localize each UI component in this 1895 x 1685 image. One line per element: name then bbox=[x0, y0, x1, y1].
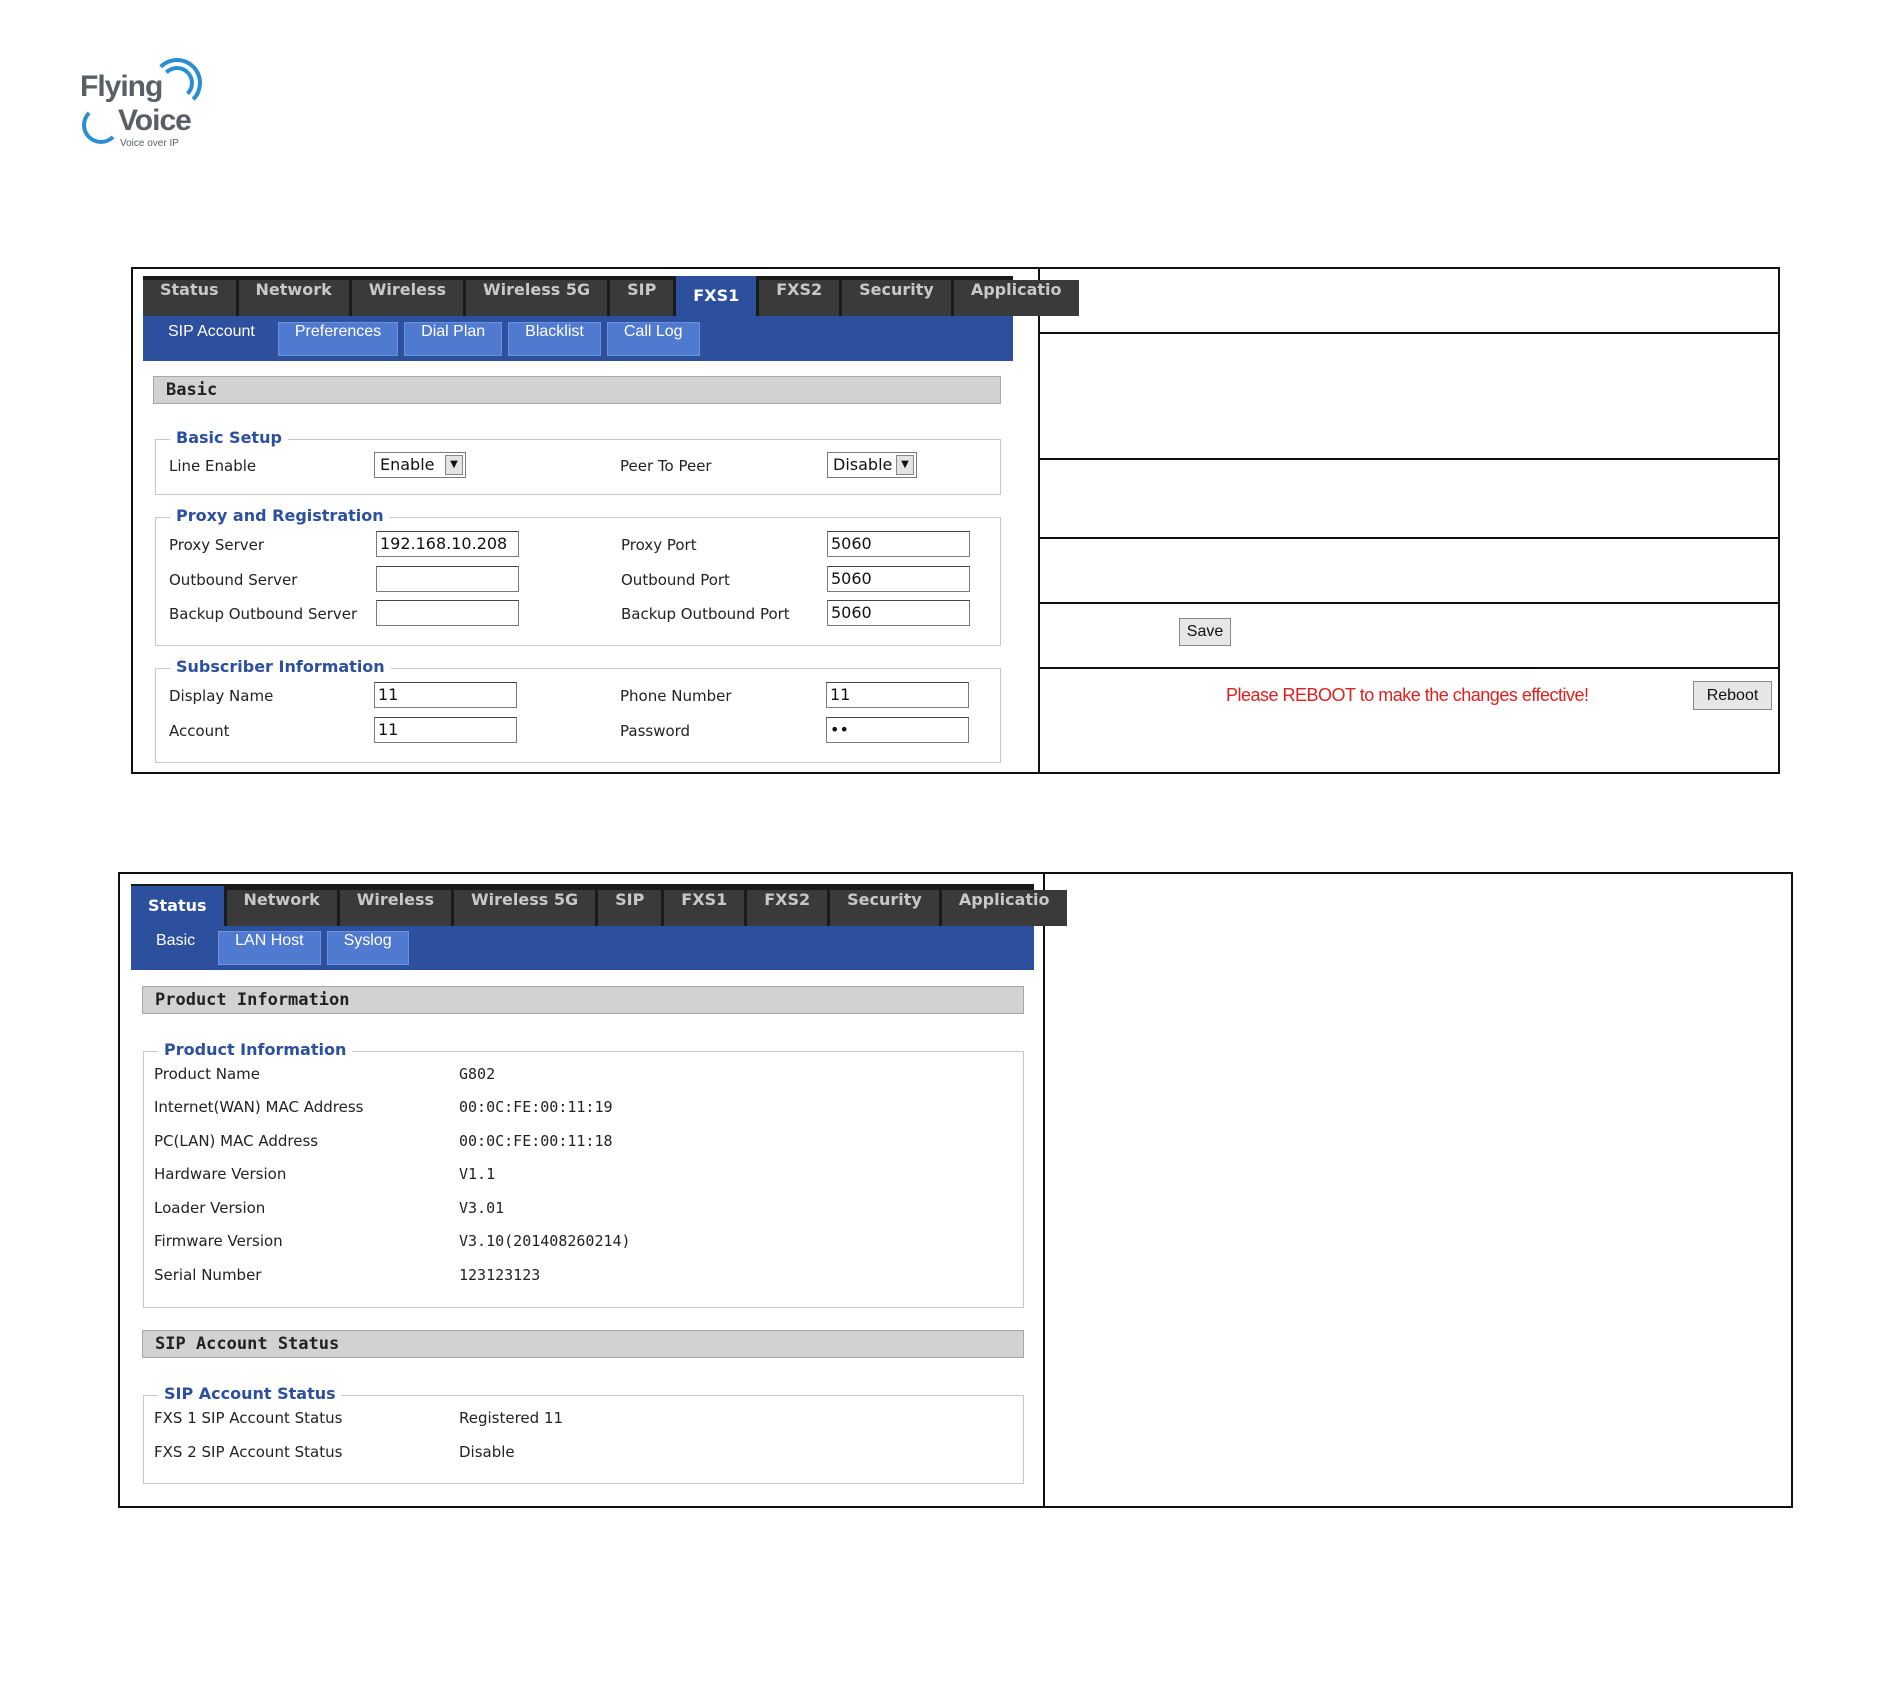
hardware-version-label: Hardware Version bbox=[154, 1165, 287, 1183]
account-label: Account bbox=[169, 722, 230, 740]
panel1-row-line bbox=[1038, 602, 1780, 604]
lan-mac-label: PC(LAN) MAC Address bbox=[154, 1132, 319, 1150]
tab-network[interactable]: Network bbox=[227, 890, 337, 926]
fxs1-status-value: Registered 11 bbox=[459, 1409, 564, 1427]
line-enable-value: Enable bbox=[380, 455, 435, 474]
panel2-sub-nav bbox=[131, 926, 1034, 970]
account-input[interactable]: 11 bbox=[374, 717, 517, 743]
flying-voice-logo bbox=[80, 58, 200, 158]
panel1-row-line bbox=[1038, 667, 1780, 669]
backup-outbound-server-label: Backup Outbound Server bbox=[169, 605, 358, 623]
hardware-version-value: V1.1 bbox=[459, 1165, 496, 1183]
panel1-sub-nav bbox=[143, 316, 1013, 361]
loader-version-value: V3.01 bbox=[459, 1199, 505, 1217]
tab-application[interactable]: Applicatio bbox=[942, 890, 1067, 926]
wan-mac-value: 00:0C:FE:00:11:19 bbox=[459, 1098, 613, 1116]
lan-mac-value: 00:0C:FE:00:11:18 bbox=[459, 1132, 613, 1150]
firmware-version-label: Firmware Version bbox=[154, 1232, 283, 1250]
wan-mac-label: Internet(WAN) MAC Address bbox=[154, 1098, 364, 1116]
tab-wireless[interactable]: Wireless bbox=[352, 280, 463, 316]
panel1-divider bbox=[1038, 267, 1040, 774]
save-button[interactable]: Save bbox=[1179, 618, 1231, 646]
loader-version-label: Loader Version bbox=[154, 1199, 266, 1217]
tab-network[interactable]: Network bbox=[239, 280, 349, 316]
outbound-server-label: Outbound Server bbox=[169, 571, 298, 589]
subtab-basic[interactable]: Basic bbox=[139, 931, 212, 965]
legend-proxy-registration: Proxy and Registration bbox=[170, 506, 390, 525]
fxs2-status-label: FXS 2 SIP Account Status bbox=[154, 1443, 343, 1461]
backup-outbound-port-label: Backup Outbound Port bbox=[621, 605, 790, 623]
tab-fxs1[interactable]: FXS1 bbox=[664, 890, 744, 926]
panel1-row-line bbox=[1038, 537, 1780, 539]
proxy-port-label: Proxy Port bbox=[621, 536, 697, 554]
panel1-main-nav bbox=[143, 276, 1062, 316]
password-label: Password bbox=[620, 722, 691, 740]
subtab-syslog[interactable]: Syslog bbox=[327, 931, 409, 965]
panel1-row-line bbox=[1038, 458, 1780, 460]
legend-product-information: Product Information bbox=[158, 1040, 352, 1059]
subtab-dial-plan[interactable]: Dial Plan bbox=[404, 322, 502, 356]
backup-outbound-port-input[interactable]: 5060 bbox=[827, 600, 970, 626]
section-basic: Basic bbox=[153, 376, 1001, 404]
tab-fxs2[interactable]: FXS2 bbox=[747, 890, 827, 926]
tab-wireless-5g[interactable]: Wireless 5G bbox=[466, 280, 607, 316]
fxs1-status-label: FXS 1 SIP Account Status bbox=[154, 1409, 343, 1427]
tab-wireless-5g[interactable]: Wireless 5G bbox=[454, 890, 595, 926]
product-name-value: G802 bbox=[459, 1065, 496, 1083]
subtab-lan-host[interactable]: LAN Host bbox=[218, 931, 320, 965]
serial-number-label: Serial Number bbox=[154, 1266, 262, 1284]
peer-to-peer-value: Disable bbox=[833, 455, 893, 474]
tab-application[interactable]: Applicatio bbox=[954, 280, 1079, 316]
outbound-port-input[interactable]: 5060 bbox=[827, 566, 970, 592]
tab-fxs2[interactable]: FXS2 bbox=[759, 280, 839, 316]
legend-subscriber-info: Subscriber Information bbox=[170, 657, 391, 676]
outbound-server-input[interactable] bbox=[376, 566, 519, 592]
subtab-sip-account[interactable]: SIP Account bbox=[151, 322, 272, 356]
logo-text-voice: Voice bbox=[118, 104, 191, 137]
tab-status[interactable]: Status bbox=[143, 280, 236, 316]
subtab-preferences[interactable]: Preferences bbox=[278, 322, 398, 356]
proxy-server-label: Proxy Server bbox=[169, 536, 265, 554]
line-enable-label: Line Enable bbox=[169, 457, 257, 475]
legend-basic-setup: Basic Setup bbox=[170, 428, 288, 447]
tab-status[interactable]: Status bbox=[131, 886, 224, 926]
logo-tagline: Voice over IP bbox=[120, 138, 179, 149]
tab-fxs1[interactable]: FXS1 bbox=[676, 276, 756, 316]
signal-wave-icon bbox=[82, 106, 120, 144]
phone-number-label: Phone Number bbox=[620, 687, 732, 705]
panel2-main-nav bbox=[131, 884, 1050, 926]
subtab-call-log[interactable]: Call Log bbox=[607, 322, 700, 356]
reboot-notice: Please REBOOT to make the changes effective! bbox=[1226, 685, 1589, 705]
outbound-port-label: Outbound Port bbox=[621, 571, 730, 589]
panel1-row-line bbox=[1038, 332, 1780, 334]
tab-security[interactable]: Security bbox=[842, 280, 951, 316]
fxs2-status-value: Disable bbox=[459, 1443, 515, 1461]
reboot-button[interactable]: Reboot bbox=[1693, 681, 1772, 710]
display-name-input[interactable]: 11 bbox=[374, 682, 517, 708]
panel2-divider bbox=[1043, 872, 1045, 1508]
logo-text-flying: Flying bbox=[80, 70, 163, 103]
phone-number-input[interactable]: 11 bbox=[826, 682, 969, 708]
section-product-information: Product Information bbox=[142, 986, 1024, 1014]
proxy-server-input[interactable]: 192.168.10.208 bbox=[376, 531, 519, 557]
proxy-port-input[interactable]: 5060 bbox=[827, 531, 970, 557]
section-sip-account-status: SIP Account Status bbox=[142, 1330, 1024, 1358]
product-name-label: Product Name bbox=[154, 1065, 260, 1083]
signal-wave-icon bbox=[152, 58, 202, 108]
chevron-down-icon: ▼ bbox=[445, 455, 463, 475]
display-name-label: Display Name bbox=[169, 687, 274, 705]
tab-wireless[interactable]: Wireless bbox=[340, 890, 451, 926]
peer-to-peer-label: Peer To Peer bbox=[620, 457, 712, 475]
tab-sip[interactable]: SIP bbox=[610, 280, 673, 316]
legend-sip-account-status: SIP Account Status bbox=[158, 1384, 342, 1403]
subtab-blacklist[interactable]: Blacklist bbox=[508, 322, 601, 356]
tab-security[interactable]: Security bbox=[830, 890, 939, 926]
chevron-down-icon: ▼ bbox=[896, 455, 914, 475]
password-input[interactable]: •• bbox=[826, 717, 969, 743]
line-enable-select[interactable] bbox=[374, 452, 466, 478]
tab-sip[interactable]: SIP bbox=[598, 890, 661, 926]
serial-number-value: 123123123 bbox=[459, 1266, 541, 1284]
firmware-version-value: V3.10(201408260214) bbox=[459, 1232, 631, 1250]
peer-to-peer-select[interactable] bbox=[827, 452, 917, 478]
backup-outbound-server-input[interactable] bbox=[376, 600, 519, 626]
